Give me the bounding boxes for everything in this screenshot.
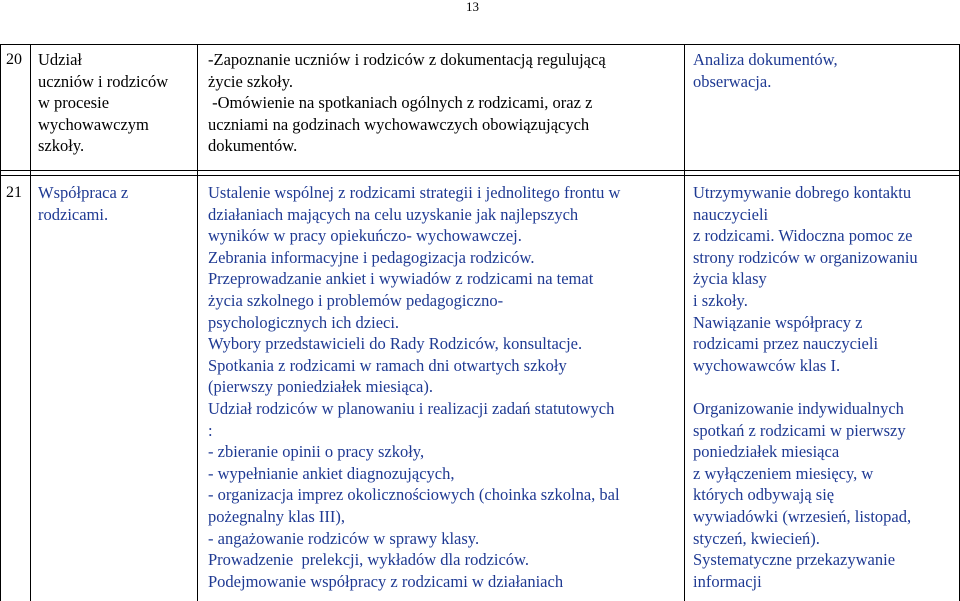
evaluation-line: Analiza dokumentów, [693, 50, 838, 69]
task-line: - organizacja imprez okolicznościowych (choinka szkolna, bal [208, 485, 620, 505]
evaluation-line: z rodzicami. Widoczna pomoc ze [693, 226, 913, 246]
row-tasks [208, 49, 606, 157]
topic-line: Współpraca z [38, 183, 129, 202]
task-line: -Zapoznanie uczniów i rodziców z dokumentacją regulującą [208, 50, 606, 69]
evaluation-line: nauczycieli [693, 204, 769, 224]
row-tasks [208, 182, 620, 592]
evaluation-line: Systematyczne przekazywanie [693, 550, 896, 570]
evaluation-line: spotkań z rodzicami w pierwszy [693, 420, 906, 440]
task-line: - wypełnianie ankiet diagnozujących, [208, 463, 455, 483]
row-evaluation [693, 49, 838, 92]
topic-line: wychowawczym [38, 114, 149, 134]
task-line: Spotkania z rodzicami w ramach dni otwartych szkoły [208, 355, 567, 375]
task-line: Prowadzenie prelekcji, wykładów dla rodziców. [208, 550, 530, 570]
task-line: (pierwszy poniedziałek miesiąca). [208, 377, 433, 397]
column-divider [197, 44, 198, 601]
evaluation-line: życia klasy [693, 269, 767, 289]
table-border-top [0, 44, 960, 45]
evaluation-line: których odbywają się [693, 485, 835, 505]
task-line: : [208, 420, 213, 440]
page-number: 13 [466, 0, 479, 14]
evaluation-line: obserwacja. [693, 71, 772, 91]
evaluation-line: strony rodziców w organizowaniu [693, 247, 918, 267]
task-line: - zbieranie opinii o pracy szkoły, [208, 442, 425, 462]
row-number: 20 [6, 51, 22, 68]
column-divider [0, 44, 1, 601]
task-line: Udział rodziców w planowaniu i realizacji zadań statutowych [208, 398, 615, 418]
task-line: wyników w pracy opiekuńczo- wychowawczej. [208, 226, 522, 246]
task-line: pożegnalny klas III), [208, 506, 345, 526]
evaluation-line: wychowawców klas I. [693, 355, 841, 375]
row-divider [0, 170, 960, 171]
task-line: uczniami na godzinach wychowawczych obowiązujących [208, 114, 590, 134]
task-line: - angażowanie rodziców w sprawy klasy. [208, 528, 480, 548]
evaluation-line: poniedziałek miesiąca [693, 442, 840, 462]
evaluation-line [693, 376, 918, 398]
topic-line: w procesie [38, 93, 110, 113]
topic-line: rodzicami. [38, 204, 109, 224]
row-topic [38, 182, 128, 225]
topic-line: uczniów i rodziców [38, 71, 169, 91]
evaluation-line: wywiadówki (wrzesień, listopad, [693, 506, 912, 526]
evaluation-line: rodzicami przez nauczycieli [693, 334, 879, 354]
row-number: 21 [6, 184, 22, 201]
evaluation-line: styczeń, kwiecień). [693, 528, 820, 548]
evaluation-line: informacji [693, 571, 762, 591]
topic-line: szkoły. [38, 136, 85, 156]
task-line: dokumentów. [208, 136, 298, 156]
topic-line: Udział [38, 50, 82, 69]
task-line: życie szkoły. [208, 71, 294, 91]
column-divider [684, 44, 685, 601]
evaluation-line: Organizowanie indywidualnych [693, 398, 904, 418]
task-line: Ustalenie wspólnej z rodzicami strategii i jednolitego frontu w [208, 183, 621, 202]
evaluation-line: z wyłączeniem miesięcy, w [693, 463, 874, 483]
task-line: Wybory przedstawicieli do Rady Rodziców, konsultacje. [208, 334, 583, 354]
task-line: psychologicznych ich dzieci. [208, 312, 400, 332]
evaluation-line: Utrzymywanie dobrego kontaktu [693, 183, 912, 202]
task-line: Podejmowanie współpracy z rodzicami w działaniach [208, 571, 564, 591]
task-line: Przeprowadzanie ankiet i wywiadów z rodzicami na temat [208, 269, 594, 289]
row-divider [0, 175, 960, 176]
task-line: Zebrania informacyjne i pedagogizacja rodziców. [208, 247, 535, 267]
evaluation-line: i szkoły. [693, 290, 748, 310]
evaluation-line: Nawiązanie współpracy z [693, 312, 863, 332]
row-topic [38, 49, 168, 157]
row-evaluation [693, 182, 918, 592]
column-divider [30, 44, 31, 601]
task-line: -Omówienie na spotkaniach ogólnych z rodzicami, oraz z [208, 93, 593, 113]
task-line: działaniach mających na celu uzyskanie jak najlepszych [208, 204, 579, 224]
task-line: życia szkolnego i problemów pedagogiczno- [208, 290, 504, 310]
